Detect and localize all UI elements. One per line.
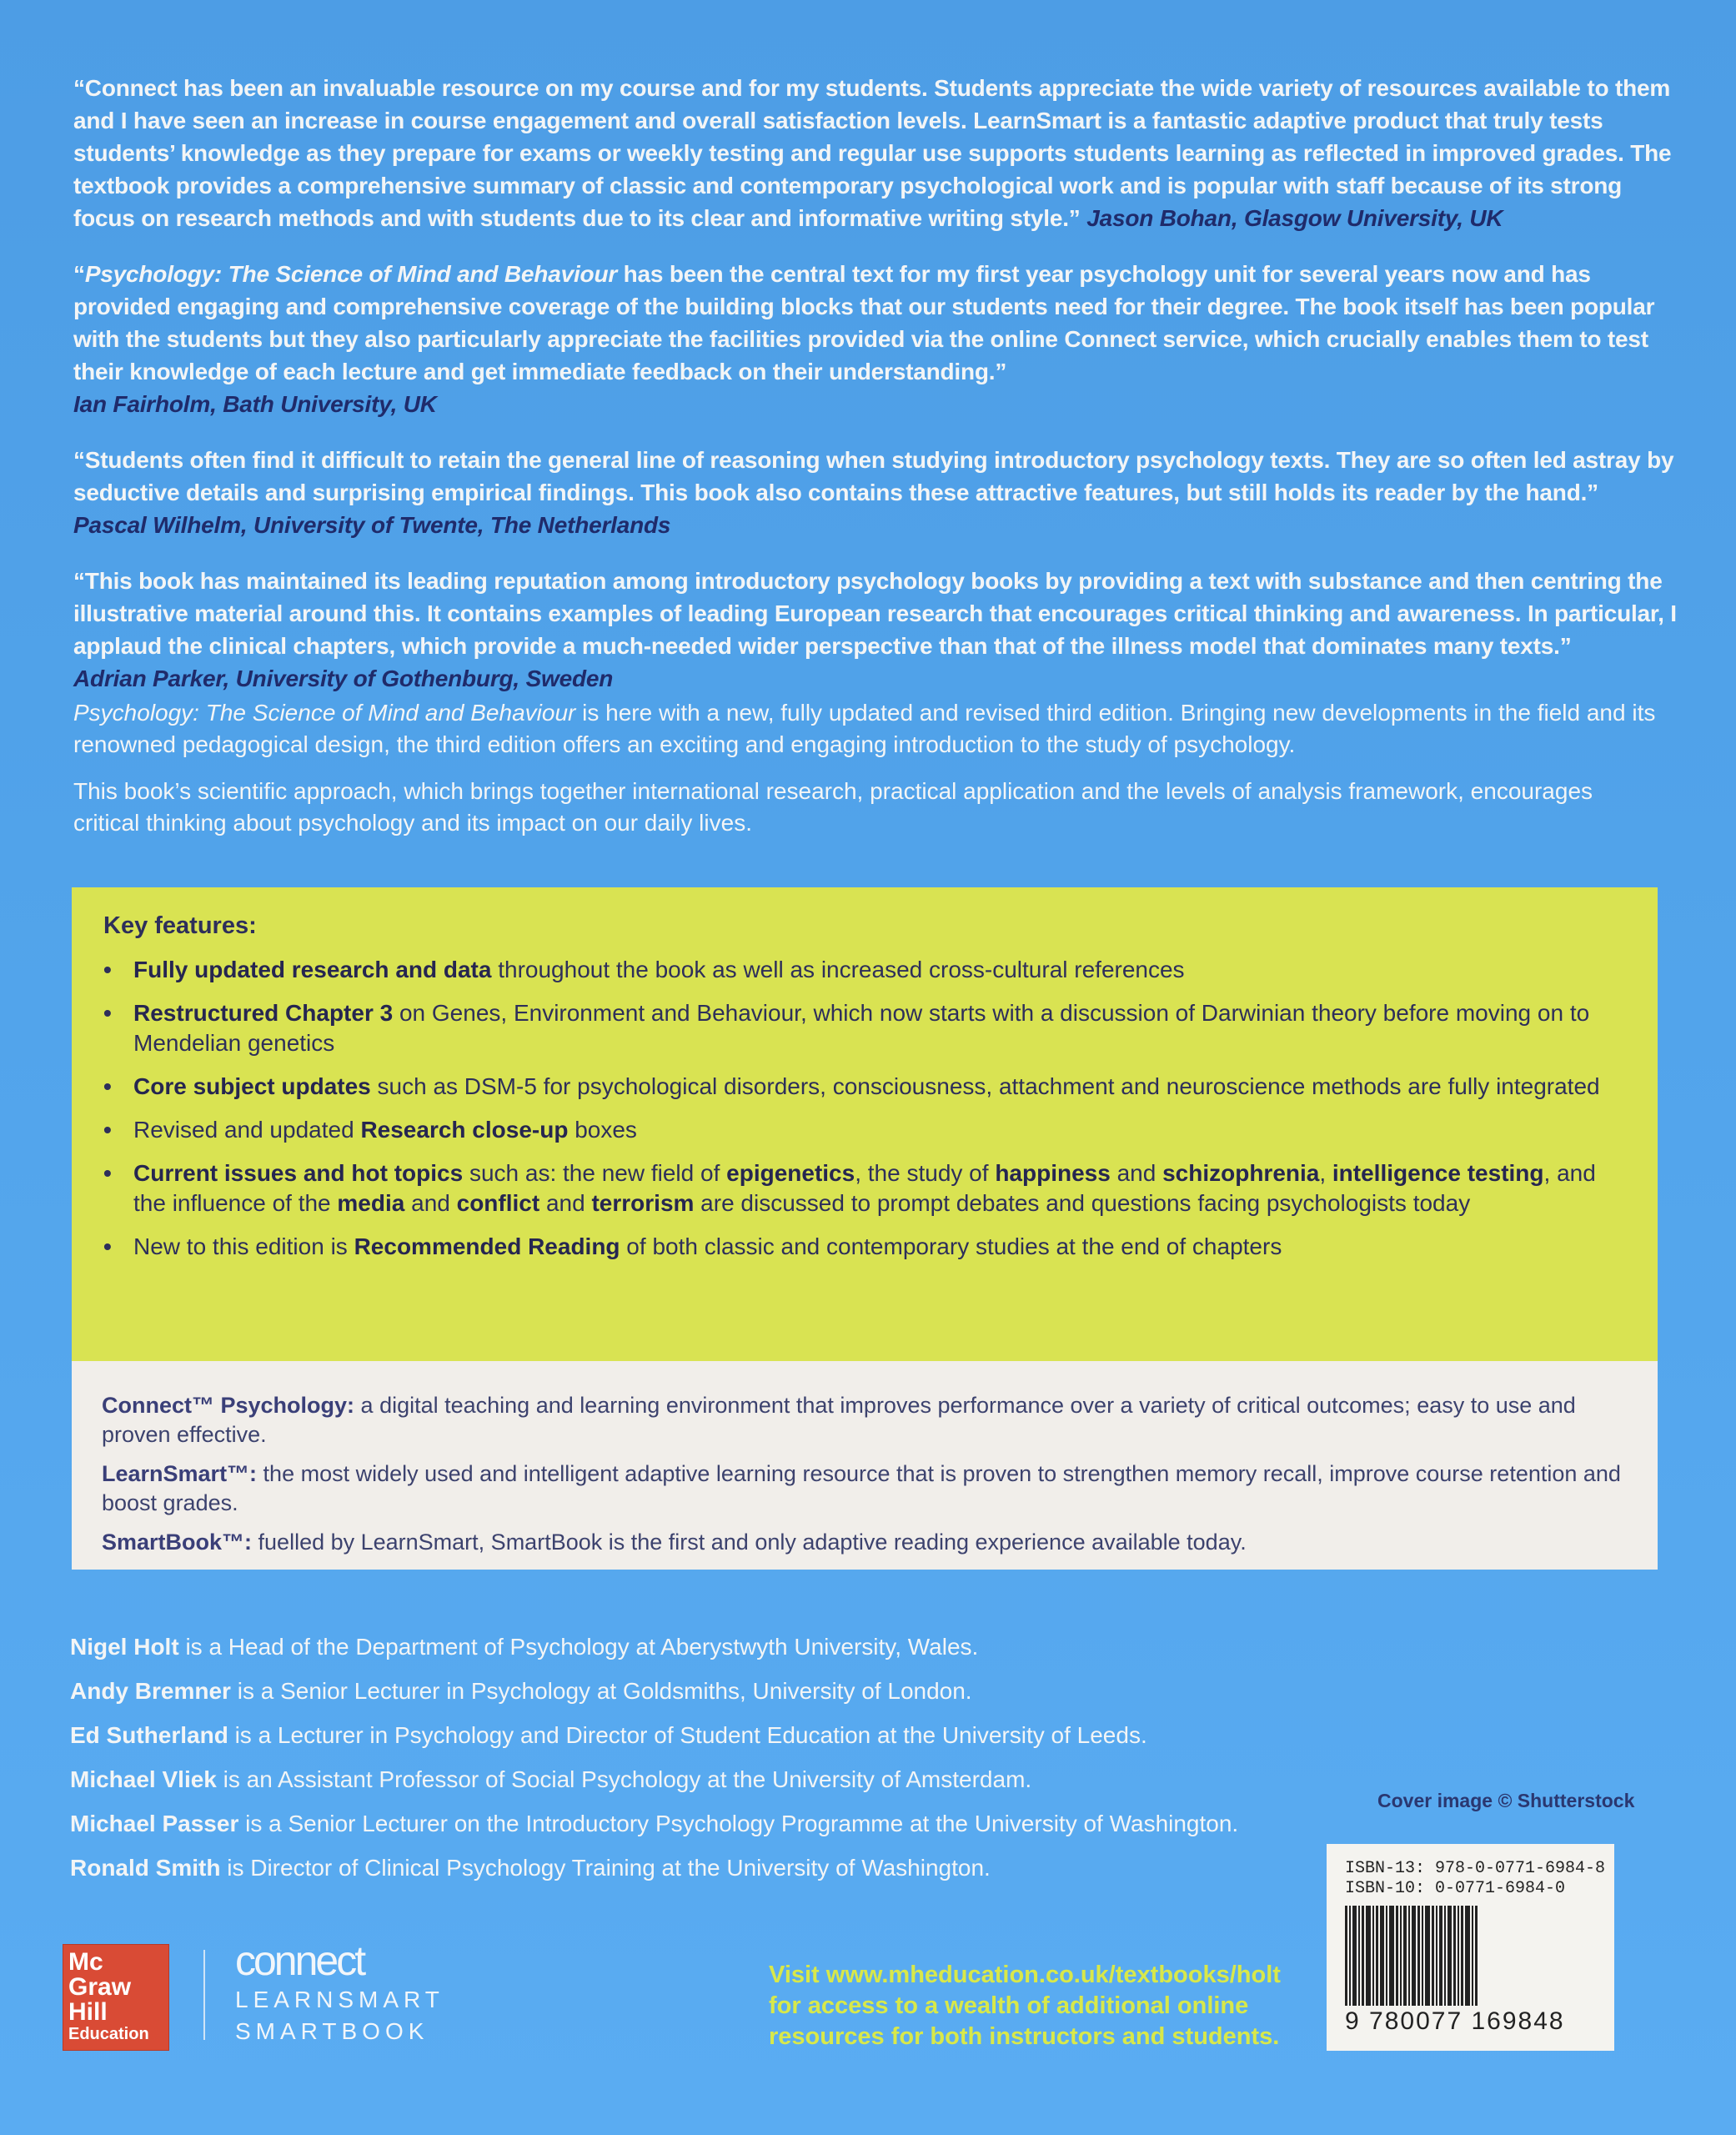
quote-text: has been the central text for my first year psychology unit for several years now and has provided engaging and comprehensive coverage of the building blocks that our students need for their degree. The book itself has been popular with the students but they also particularly appreciate the facilities provided via the online Connect service, which crucially enables them to test their knowledge of each lecture and get immediate feedback on their understanding.” [73, 261, 1655, 384]
feature-highlight: Research close-up [360, 1117, 569, 1143]
feature-highlight: Restructured Chapter 3 [133, 1000, 394, 1026]
author-item [70, 1764, 1321, 1796]
author-desc: is a Senior Lecturer on the Introductory Psychology Programme at the University of Washington. [238, 1811, 1239, 1836]
description-text: is here with a new, fully updated and revised third edition. Bringing new developments in the field and its renowned pedagogical design, the third edition offers an exciting and engaging introduction to the study of psychology. [73, 700, 1656, 757]
digital-product-name: LearnSmart™: [102, 1461, 258, 1486]
product-brands [235, 1937, 444, 2047]
feature-text: boxes [568, 1117, 637, 1143]
key-features-heading: Key features: [103, 912, 257, 939]
quote-text: “Students often find it difficult to retain the general line of reasoning when studying introductory psychology texts. They are so often led astray by seductive details and surprising empirical findings. This book also contains these attractive features, but still holds its reader by the hand.” [73, 447, 1674, 505]
author-desc: is an Assistant Professor of Social Psychology at the University of Amsterdam. [216, 1766, 1032, 1792]
callout-text: for access to a wealth of additional online [769, 1992, 1249, 2019]
feature-highlight: Core subject updates [133, 1073, 371, 1099]
feature-item [103, 1232, 1626, 1262]
feature-item [103, 1072, 1626, 1102]
author-item [70, 1720, 1321, 1751]
quote-attribution: Adrian Parker, University of Gothenburg, Sweden [73, 666, 614, 691]
isbn-barcode-label [1327, 1844, 1614, 2051]
quote-attribution: Ian Fairholm, Bath University, UK [73, 391, 437, 417]
digital-product-name: Connect™ Psychology: [102, 1393, 355, 1418]
book-title: Psychology: The Science of Mind and Behaviour [84, 261, 618, 287]
isbn-10: ISBN-10: 0-0771-6984-0 [1345, 1879, 1566, 1898]
author-name: Michael Vliek [70, 1766, 217, 1792]
digital-product-desc: a digital teaching and learning environment that improves performance over a variety of critical outcomes; easy to use and proven effective. [102, 1393, 1576, 1447]
author-desc: is a Lecturer in Psychology and Director of Student Education at the University of Leeds. [228, 1722, 1147, 1748]
feature-highlight: conflict [456, 1190, 540, 1216]
feature-highlight: terrorism [591, 1190, 695, 1216]
barcode-icon [1345, 1906, 1596, 2006]
feature-text: throughout the book as well as increased cross-cultural references [491, 957, 1185, 982]
quote-attribution: Jason Bohan, Glasgow University, UK [1086, 205, 1503, 231]
feature-text: , the study of [855, 1160, 996, 1186]
author-desc: is a Senior Lecturer in Psychology at Goldsmiths, University of London. [230, 1678, 972, 1704]
author-item [70, 1631, 1321, 1663]
callout-text: resources for both instructors and students. [769, 2023, 1280, 2050]
feature-highlight: epigenetics [726, 1160, 855, 1186]
feature-text: such as: the new field of [463, 1160, 727, 1186]
cover-image-credit: Cover image © Shutterstock [1377, 1790, 1635, 1811]
feature-highlight: media [337, 1190, 405, 1216]
feature-highlight: intelligence testing [1332, 1160, 1544, 1186]
logo-text: Graw [68, 1973, 132, 2001]
testimonial [73, 444, 1683, 541]
author-name: Nigel Holt [70, 1634, 179, 1660]
feature-text: , and the influence of the [133, 1160, 1596, 1216]
feature-text: , [1319, 1160, 1332, 1186]
digital-resources-box [72, 1361, 1658, 1570]
description-paragraph: This book’s scientific approach, which brings together international research, practical application and the levels of analysis framework, encourages critical thinking about psychology and its impact on our daily lives. [73, 778, 1593, 836]
smartbook-logo: SMARTBOOK [235, 2018, 429, 2044]
quote-attribution: Pascal Wilhelm, University of Twente, The Netherlands [73, 512, 671, 538]
author-item [70, 1675, 1321, 1707]
feature-text: New to this edition is [133, 1233, 354, 1259]
logo-text: Mc [68, 1948, 103, 1976]
author-name: Ed Sutherland [70, 1722, 228, 1748]
book-description [73, 697, 1658, 854]
feature-highlight: Fully updated research and data [133, 957, 492, 982]
feature-item [103, 1115, 1626, 1145]
digital-item [102, 1528, 1628, 1557]
feature-text: on Genes, Environment and Behaviour, which now starts with a discussion of Darwinian theory before moving on to Mendelian genetics [133, 1000, 1590, 1056]
feature-text: such as DSM-5 for psychological disorders, consciousness, attachment and neuroscience methods are fully integrated [370, 1073, 1600, 1099]
logo-text: Hill [68, 1998, 108, 2026]
book-title: Psychology: The Science of Mind and Behaviour [73, 700, 576, 726]
learnsmart-logo: LEARNSMART [235, 1987, 444, 2012]
isbn-13: ISBN-13: 978-0-0771-6984-8 [1345, 1859, 1606, 1878]
feature-highlight: Current issues and hot topics [133, 1160, 464, 1186]
author-name: Ronald Smith [70, 1855, 221, 1881]
feature-highlight: happiness [995, 1160, 1111, 1186]
digital-product-desc: the most widely used and intelligent adaptive learning resource that is proven to strengthen memory recall, improve course retention and boost grades. [102, 1461, 1621, 1515]
testimonial: “Psychology: The Science of Mind and Behaviour has been the central text for my first year psychology unit for several years now and has provided engaging and comprehensive coverage of the building blocks that our students need for their degree. The book itself has been popular with the students but they also particularly appreciate the facilities provided via the online Connect service, which crucially enables them to test their knowledge of each lecture and get immediate feedback on their understanding.” Ian Fairholm, Bath University, UK [73, 261, 1655, 417]
logo-divider [203, 1950, 205, 2040]
digital-product-desc: fuelled by LearnSmart, SmartBook is the first and only adaptive reading experience available today. [252, 1530, 1247, 1555]
feature-text: and [404, 1190, 457, 1216]
connect-logo: connect [235, 1937, 364, 1984]
barcode-number: 9 780077 169848 [1345, 2007, 1565, 2035]
feature-text: and [539, 1190, 592, 1216]
description-paragraph [73, 697, 1658, 761]
author-name: Michael Passer [70, 1811, 239, 1836]
website-callout [769, 1960, 1281, 2052]
digital-item [102, 1391, 1628, 1449]
feature-item [103, 998, 1626, 1058]
digital-item [102, 1459, 1628, 1518]
quote-text: “Connect has been an invaluable resource on my course and for my students. Students appreciate the wide variety of resources available to them and I have seen an increase in course engagement and overall satisfaction levels. LearnSmart is a fantastic adaptive product that truly tests students’ knowledge as they prepare for exams or weekly testing and regular use supports students learning as reflected in improved grades. The textbook provides a comprehensive summary of classic and contemporary psychological work and is popular with staff because of its strong focus on research methods and with students due to its clear and informative writing style.” [73, 75, 1672, 231]
feature-text: of both classic and contemporary studies at the end of chapters [620, 1233, 1282, 1259]
feature-text: and [1110, 1160, 1163, 1186]
key-features-list [103, 955, 1626, 1262]
feature-highlight: schizophrenia [1162, 1160, 1320, 1186]
quote-text: “This book has maintained its leading reputation among introductory psychology books by providing a text with substance and then centring the illustrative material around this. It contains examples of leading European research that encourages critical thinking and awareness. In particular, I applaud the clinical chapters, which provide a much-needed wider perspective than that of the illness model that dominates many texts.” [73, 568, 1677, 659]
key-features-box [72, 887, 1658, 1361]
logo-text: Education [68, 2025, 149, 2043]
feature-highlight: Recommended Reading [354, 1233, 620, 1259]
feature-item [103, 1158, 1626, 1218]
testimonial [73, 565, 1683, 695]
feature-item [103, 955, 1626, 985]
website-link[interactable]: Visit www.mheducation.co.uk/textbooks/holt [769, 1962, 1281, 1988]
testimonials [73, 48, 1683, 716]
digital-product-name: SmartBook™: [102, 1530, 253, 1555]
author-desc: is Director of Clinical Psychology Training at the University of Washington. [220, 1855, 991, 1881]
feature-text: Revised and updated [133, 1117, 361, 1143]
testimonial [73, 72, 1683, 234]
author-item [70, 1852, 1321, 1884]
author-item [70, 1808, 1321, 1840]
author-name: Andy Bremner [70, 1678, 231, 1704]
feature-text: are discussed to prompt debates and questions facing psychologists today [694, 1190, 1471, 1216]
author-list [70, 1631, 1321, 1896]
mcgraw-hill-logo [63, 1944, 169, 2051]
author-desc: is a Head of the Department of Psychology at Aberystwyth University, Wales. [178, 1634, 979, 1660]
